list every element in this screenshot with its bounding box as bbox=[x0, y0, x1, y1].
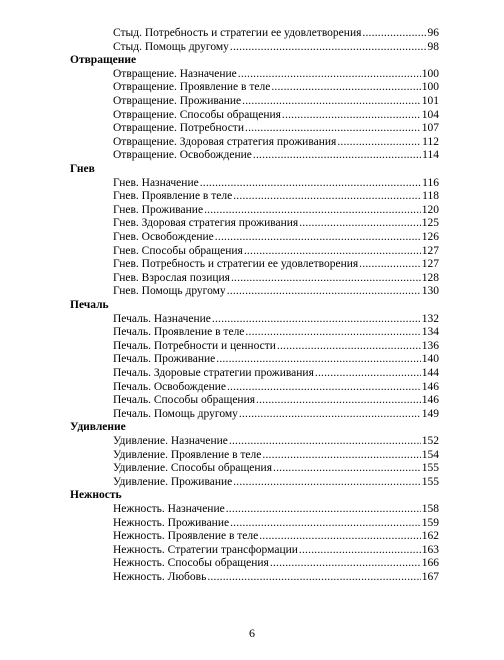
toc-entry-page: 100 bbox=[421, 81, 439, 94]
dot-leader bbox=[233, 190, 421, 204]
dot-leader bbox=[299, 217, 421, 231]
dot-leader bbox=[226, 503, 421, 517]
toc-entry-page: 158 bbox=[421, 503, 439, 515]
dot-leader bbox=[233, 476, 421, 490]
dot-leader bbox=[253, 149, 421, 163]
dot-leader bbox=[299, 544, 421, 558]
toc-entry-title: Гнев. Назначение bbox=[113, 176, 199, 189]
toc-entry-title: Гнев. Проживание bbox=[113, 203, 204, 216]
toc-entry-page: 140 bbox=[421, 353, 439, 366]
toc-entry[interactable] bbox=[113, 27, 439, 41]
toc-entry[interactable] bbox=[113, 285, 439, 299]
toc-entry-page: 127 bbox=[421, 244, 439, 257]
toc-entry-page: 154 bbox=[421, 448, 439, 461]
toc-entry[interactable] bbox=[113, 476, 439, 490]
toc-entry[interactable] bbox=[113, 122, 439, 136]
section-heading: Удивление bbox=[70, 421, 126, 434]
dot-leader bbox=[231, 272, 421, 286]
section-heading: Отвращение bbox=[70, 54, 137, 67]
dot-leader bbox=[242, 95, 421, 109]
toc-entry-title: Гнев. Здоровая стратегия проживания bbox=[113, 217, 299, 230]
toc-entry-title: Гнев. Способы обращения bbox=[113, 244, 243, 257]
toc-entry-page: 146 bbox=[421, 380, 439, 393]
dot-leader bbox=[230, 41, 427, 55]
toc-entry-title: Гнев. Помощь другому bbox=[113, 285, 226, 298]
toc-entry-page: 101 bbox=[421, 95, 439, 107]
toc-entry-title: Печаль. Здоровые стратегии проживания bbox=[113, 367, 314, 379]
toc-entry[interactable] bbox=[113, 95, 439, 109]
toc-entry-page: 162 bbox=[421, 530, 439, 543]
toc-entry[interactable] bbox=[113, 313, 439, 327]
toc-entry-page: 98 bbox=[427, 40, 439, 53]
toc-entry-page: 144 bbox=[421, 367, 439, 379]
toc-entry-page: 155 bbox=[421, 475, 439, 488]
dot-leader bbox=[207, 571, 420, 585]
toc-entry-page: 166 bbox=[421, 557, 439, 570]
toc-entry-page: 107 bbox=[421, 122, 439, 135]
toc-entry-page: 132 bbox=[421, 312, 439, 325]
section-heading: Печаль bbox=[70, 299, 109, 311]
dot-leader bbox=[359, 258, 421, 272]
dot-leader bbox=[245, 326, 420, 340]
toc-entry[interactable] bbox=[113, 109, 439, 123]
toc-entry[interactable] bbox=[113, 136, 439, 150]
toc-entry-title: Удивление. Способы обращения bbox=[113, 462, 273, 475]
toc-entry-title: Отвращение. Освобождение bbox=[113, 149, 252, 162]
toc-entry-title: Печаль. Способы обращения bbox=[113, 394, 256, 407]
toc-entry-page: 100 bbox=[421, 67, 439, 80]
toc-entry-page: 159 bbox=[421, 516, 439, 529]
toc-entry[interactable] bbox=[113, 204, 439, 218]
toc-entry-page: 130 bbox=[421, 285, 439, 298]
toc-entry[interactable] bbox=[113, 41, 439, 55]
toc-entry-title: Гнев. Освобождение bbox=[113, 231, 214, 243]
section-heading: Гнев bbox=[70, 163, 95, 175]
toc-entry[interactable] bbox=[113, 557, 439, 571]
toc-entry-page: 118 bbox=[422, 190, 439, 203]
toc-entry[interactable] bbox=[113, 231, 439, 245]
dot-leader bbox=[239, 408, 421, 422]
toc-entry-page: 136 bbox=[421, 339, 439, 352]
dot-leader bbox=[315, 367, 421, 381]
toc-entry-title: Печаль. Потребности и ценности bbox=[113, 339, 276, 352]
dot-leader bbox=[273, 462, 421, 476]
toc-entry-page: 126 bbox=[421, 231, 439, 243]
toc-entry[interactable] bbox=[113, 544, 439, 558]
toc-entry-page: 149 bbox=[421, 407, 439, 420]
toc-entry-page: 114 bbox=[422, 149, 439, 162]
toc-entry[interactable] bbox=[113, 435, 439, 449]
toc-entry-page: 155 bbox=[421, 462, 439, 475]
toc-entry-title: Стыд. Помощь другому bbox=[113, 40, 229, 53]
toc-entry-title: Отвращение. Проживание bbox=[113, 95, 242, 107]
dot-leader bbox=[271, 81, 420, 95]
dot-leader bbox=[216, 353, 420, 367]
toc-entry-title: Стыд. Потребность и стратегии ее удовлетворения bbox=[113, 27, 362, 39]
toc-entry[interactable] bbox=[113, 517, 439, 531]
toc-entry-page: 163 bbox=[421, 543, 439, 556]
toc-entry-title: Нежность. Стратегии трансформации bbox=[113, 543, 298, 556]
toc-entry-title: Удивление. Проявление в теле bbox=[113, 448, 262, 461]
toc-entry[interactable] bbox=[113, 217, 439, 231]
dot-leader bbox=[277, 340, 421, 354]
section-heading: Нежность bbox=[70, 489, 122, 502]
dot-leader bbox=[204, 204, 421, 218]
toc-entry-title: Нежность. Проявление в теле bbox=[113, 530, 259, 543]
toc-entry-page: 125 bbox=[421, 217, 439, 230]
toc-entry-title: Печаль. Назначение bbox=[113, 312, 211, 325]
toc-entry[interactable] bbox=[113, 190, 439, 204]
toc-entry[interactable] bbox=[113, 326, 439, 340]
toc-entry[interactable] bbox=[113, 149, 439, 163]
toc-entry-title: Печаль. Помощь другому bbox=[113, 407, 238, 420]
dot-leader bbox=[215, 231, 421, 245]
dot-leader bbox=[230, 517, 421, 531]
dot-leader bbox=[262, 449, 420, 463]
dot-leader bbox=[244, 245, 421, 259]
toc-entry-title: Гнев. Потребность и стратегии ее удовлетворения bbox=[113, 258, 359, 271]
toc-entry[interactable] bbox=[113, 381, 439, 395]
toc-entry-page: 120 bbox=[421, 203, 439, 216]
toc-entry-page: 152 bbox=[421, 435, 439, 447]
toc-entry[interactable] bbox=[113, 394, 439, 408]
toc-entry[interactable] bbox=[113, 68, 439, 82]
toc-entry-title: Отвращение. Потребности bbox=[113, 122, 244, 135]
dot-leader bbox=[256, 394, 421, 408]
toc-entry-title: Отвращение. Проявление в теле bbox=[113, 81, 271, 94]
toc-entry[interactable] bbox=[113, 503, 439, 517]
toc-entry-title: Печаль. Освобождение bbox=[113, 380, 226, 393]
dot-leader bbox=[229, 435, 421, 449]
toc-entry-title: Гнев. Взрослая позиция bbox=[113, 271, 230, 284]
toc-entry-page: 116 bbox=[422, 176, 439, 189]
toc-entry[interactable] bbox=[113, 81, 439, 95]
dot-leader bbox=[200, 177, 421, 191]
toc-entry-page: 134 bbox=[421, 326, 439, 339]
dot-leader bbox=[337, 136, 421, 150]
toc-entry-page: 146 bbox=[421, 394, 439, 407]
toc-entry-title: Нежность. Способы обращения bbox=[113, 557, 269, 570]
toc-entry-page: 167 bbox=[421, 571, 439, 583]
dot-leader bbox=[227, 381, 421, 395]
toc-entry-page: 127 bbox=[421, 258, 439, 271]
toc-entry[interactable] bbox=[113, 353, 439, 367]
toc-entry-title: Печаль. Проявление в теле bbox=[113, 326, 245, 339]
dot-leader bbox=[362, 27, 426, 41]
toc-entry[interactable] bbox=[113, 462, 439, 476]
toc-entry-title: Нежность. Назначение bbox=[113, 503, 225, 515]
toc-entry[interactable] bbox=[113, 177, 439, 191]
toc-entry-title: Печаль. Проживание bbox=[113, 353, 216, 366]
toc-entry-page: 104 bbox=[421, 108, 439, 121]
toc-entry-title: Отвращение. Здоровая стратегия проживания bbox=[113, 135, 337, 148]
dot-leader bbox=[212, 313, 421, 327]
dot-leader bbox=[282, 109, 421, 123]
toc-entry[interactable] bbox=[113, 340, 439, 354]
toc-entry[interactable] bbox=[113, 571, 439, 585]
toc-entry[interactable] bbox=[113, 530, 439, 544]
toc-entry-page: 96 bbox=[427, 27, 439, 39]
toc-entry[interactable] bbox=[113, 367, 439, 381]
dot-leader bbox=[259, 530, 421, 544]
toc-entry-title: Нежность. Проживание bbox=[113, 516, 230, 529]
dot-leader bbox=[227, 285, 421, 299]
dot-leader bbox=[245, 122, 421, 136]
toc-entry[interactable] bbox=[113, 408, 439, 422]
toc-entry-title: Гнев. Проявление в теле bbox=[113, 190, 233, 203]
toc-entry[interactable] bbox=[113, 245, 439, 259]
toc-entry[interactable] bbox=[113, 272, 439, 286]
toc-entry[interactable] bbox=[113, 258, 439, 272]
dot-leader bbox=[238, 68, 421, 82]
toc-entry-title: Отвращение. Способы обращения bbox=[113, 108, 281, 121]
toc-entry-page: 112 bbox=[422, 135, 439, 148]
toc-entry-page: 128 bbox=[421, 271, 439, 284]
toc-entry[interactable] bbox=[113, 449, 439, 463]
toc-entry-title: Удивление. Назначение bbox=[113, 435, 228, 447]
dot-leader bbox=[270, 557, 421, 571]
toc-entry-title: Удивление. Проживание bbox=[113, 475, 233, 488]
toc-entry-title: Отвращение. Назначение bbox=[113, 67, 237, 80]
toc-entry-title: Нежность. Любовь bbox=[113, 571, 207, 583]
page-number: 6 bbox=[249, 626, 255, 640]
